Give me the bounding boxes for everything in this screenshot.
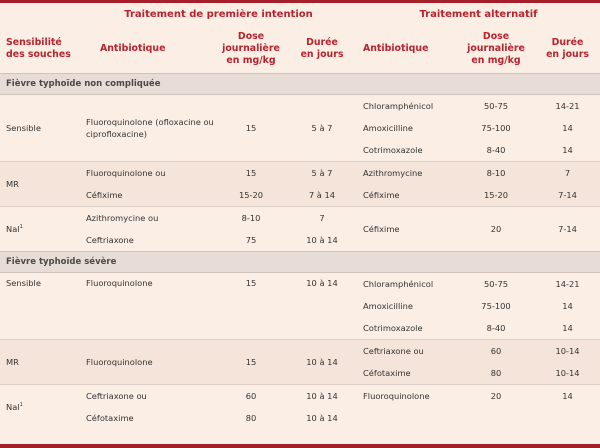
alt-duration-cell: 7-14 [558, 190, 577, 200]
dose-cell: 80 [245, 413, 257, 423]
bottom-rule [0, 444, 600, 448]
header-sensitivity: Sensibilité des souches [6, 37, 71, 60]
antibiotic-cell: Céfixime [86, 190, 123, 200]
alt-antibiotic-cell: Amoxicilline [363, 301, 413, 311]
sensitivity-cell: MR [0, 340, 80, 385]
section-uncomplicated [0, 74, 600, 95]
table-row [0, 184, 600, 207]
alt-dose-cell: 20 [457, 385, 535, 408]
alt-duration-cell: 14 [535, 385, 600, 408]
duration-cell: 10 à 14 [287, 340, 357, 385]
dose-cell: 15 [215, 340, 287, 385]
alt-antibiotic-cell: Cotrimoxazole [363, 323, 423, 333]
table-row [0, 407, 600, 429]
alt-dose-cell: 8-40 [486, 145, 506, 155]
alt-duration-cell: 14 [562, 145, 573, 155]
alt-antibiotic-cell: Céfixime [357, 207, 457, 252]
alt-duration-cell: 10-14 [535, 340, 600, 363]
sensitivity-cell: Nal$^1$ [0, 385, 80, 430]
duration-cell: 10 à 14 [306, 413, 338, 423]
antibiotic-cell: Ceftriaxone [86, 235, 134, 245]
sensitivity-cell: Sensible [6, 278, 41, 288]
dose-cell: 60 [215, 385, 287, 408]
alt-antibiotic-cell: Céfotaxime [363, 368, 411, 378]
alt-dose-cell: 60 [457, 340, 535, 363]
alt-dose-cell: 80 [490, 368, 502, 378]
typhoid-treatment-table [0, 3, 600, 429]
antibiotic-cell: Fluoroquinolone (ofloxacine ou ciprofloxacine) [86, 117, 214, 139]
duration-cell: 10 à 14 [306, 235, 338, 245]
alt-antibiotic-cell: Chloramphénicol [363, 279, 434, 289]
dose-cell: 15 [245, 278, 257, 288]
alt-duration-cell: 14-21 [555, 279, 580, 289]
antibiotic-cell: Fluoroquinolone ou [80, 162, 215, 185]
alt-duration-cell: 7-14 [535, 207, 600, 252]
section-title: Fièvre typhoïde non compliquée [0, 74, 600, 95]
header-row-2 [0, 25, 600, 74]
sensitivity-cell: Nal$^1$ [0, 207, 80, 252]
sensitivity-cell: Sensible [6, 123, 41, 133]
table-row [0, 162, 600, 185]
alt-antibiotic-cell: Azithromycine [357, 162, 457, 185]
header-duration-2: Durée en jours [546, 37, 589, 60]
dose-cell: 15 [215, 162, 287, 185]
dose-cell: 15-20 [238, 190, 264, 200]
antibiotic-cell: Fluoroquinolone [80, 340, 215, 385]
alt-dose-cell: 50-75 [483, 101, 509, 111]
alt-dose-cell: 50-75 [483, 279, 509, 289]
alt-dose-cell: 20 [457, 207, 535, 252]
header-antibiotic-2: Antibiotique [363, 43, 429, 54]
alt-duration-cell: 14 [562, 301, 573, 311]
duration-cell: 5 à 7 [287, 162, 357, 185]
alt-duration-cell: 14 [562, 123, 573, 133]
alt-antibiotic-cell: Chloramphénicol [363, 101, 434, 111]
section-severe [0, 252, 600, 273]
alt-duration-cell: 7 [535, 162, 600, 185]
alt-antibiotic-cell: Fluoroquinolone [357, 385, 457, 408]
alt-dose-cell: 15-20 [483, 190, 509, 200]
header-duration-1: Durée en jours [300, 37, 344, 60]
duration-cell: 10 à 14 [287, 385, 357, 408]
dose-cell: 75 [245, 235, 257, 245]
header-antibiotic-1: Antibiotique [100, 43, 166, 54]
header-row-1 [0, 3, 600, 25]
alt-antibiotic-cell: Ceftriaxone ou [357, 340, 457, 363]
duration-cell: 7 à 14 [308, 190, 336, 200]
alt-antibiotic-cell: Cotrimoxazole [363, 145, 423, 155]
dose-cell: 15 [245, 123, 257, 133]
antibiotic-cell: Céfotaxime [86, 413, 134, 423]
sensitivity-cell: MR [0, 162, 80, 207]
header-dose-1: Dose journalière en mg/kg [222, 31, 280, 66]
table-row [0, 207, 600, 230]
antibiotic-cell: Azithromycine ou [80, 207, 215, 230]
header-dose-2: Dose journalière en mg/kg [467, 31, 525, 66]
duration-cell: 5 à 7 [311, 123, 333, 133]
table-row [0, 385, 600, 408]
alt-antibiotic-cell: Amoxicilline [363, 123, 413, 133]
alt-dose-cell: 8-40 [486, 323, 506, 333]
duration-cell: 10 à 14 [306, 278, 338, 288]
section-title: Fièvre typhoïde sévère [0, 252, 600, 273]
alt-duration-cell: 14-21 [555, 101, 580, 111]
alt-dose-cell: 75-100 [481, 301, 511, 311]
alt-duration-cell: 10-14 [555, 368, 580, 378]
alt-duration-cell: 14 [562, 323, 573, 333]
antibiotic-cell: Fluoroquinolone [86, 278, 153, 288]
first-line-treatment-heading: Traitement de première intention [124, 8, 313, 20]
alt-dose-cell: 8-10 [457, 162, 535, 185]
alt-antibiotic-cell: Céfixime [363, 190, 400, 200]
alt-dose-cell: 75-100 [481, 123, 511, 133]
alternative-treatment-heading: Traitement alternatif [419, 8, 538, 20]
table-row [0, 95, 600, 118]
dose-cell: 8-10 [215, 207, 287, 230]
antibiotic-cell: Ceftriaxone ou [80, 385, 215, 408]
duration-cell: 7 [287, 207, 357, 230]
table-row [0, 340, 600, 363]
table-row [0, 273, 600, 296]
